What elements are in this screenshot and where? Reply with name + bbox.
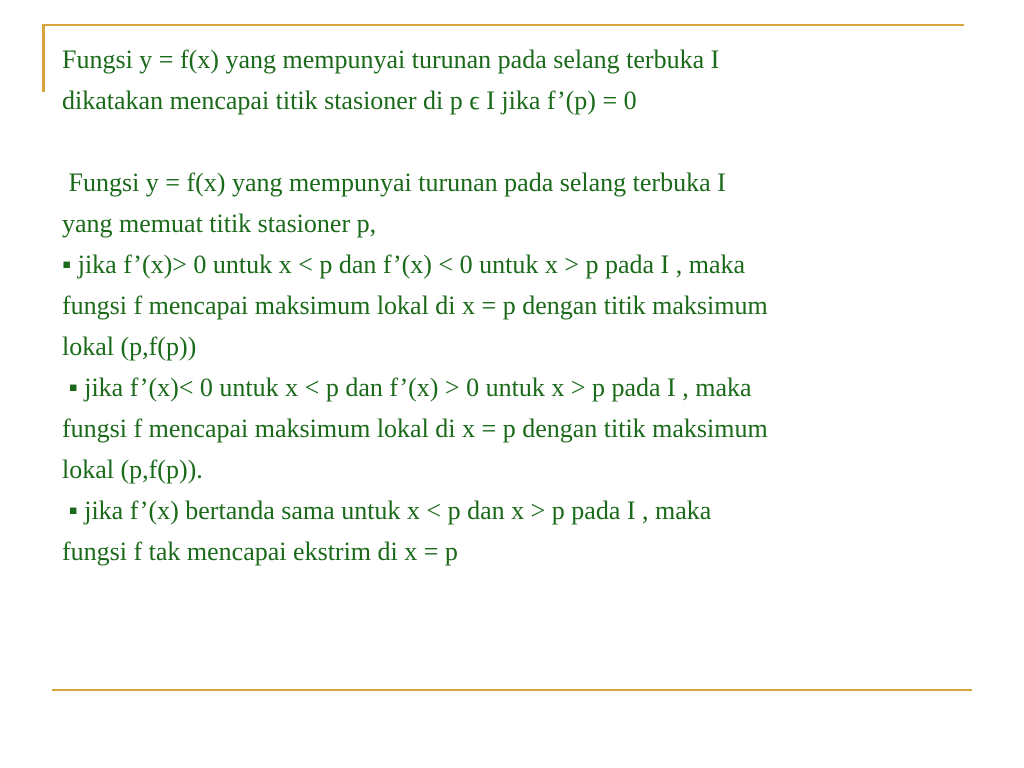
definition-paragraph xyxy=(62,39,982,121)
text-line: dikatakan mencapai titik stasioner di p ϵ I jika f’(p) = 0 xyxy=(62,86,637,115)
text-line: fungsi f tak mencapai ekstrim di x = p xyxy=(62,537,458,566)
left-rule xyxy=(42,24,45,92)
top-rule xyxy=(45,24,964,26)
bottom-rule xyxy=(52,689,972,691)
theorem-paragraph xyxy=(62,162,982,572)
bullet-line: ▪ jika f’(x)> 0 untuk x < p dan f’(x) < 0 untuk x > p pada I , maka xyxy=(62,250,746,279)
text-line: fungsi f mencapai maksimum lokal di x = p dengan titik maksimum xyxy=(62,414,768,443)
text-line: Fungsi y = f(x) yang mempunyai turunan pada selang terbuka I xyxy=(62,168,726,197)
paragraph-gap xyxy=(62,121,982,162)
text-line: Fungsi y = f(x) yang mempunyai turunan pada selang terbuka I xyxy=(62,45,720,74)
slide-body xyxy=(62,39,982,572)
text-line: lokal (p,f(p)). xyxy=(62,455,203,484)
text-line: yang memuat titik stasioner p, xyxy=(62,209,377,238)
bullet-line: ▪ jika f’(x)< 0 untuk x < p dan f’(x) > 0 untuk x > p pada I , maka xyxy=(62,373,752,402)
text-line: lokal (p,f(p)) xyxy=(62,332,197,361)
bullet-line: ▪ jika f’(x) bertanda sama untuk x < p dan x > p pada I , maka xyxy=(62,496,712,525)
text-line: fungsi f mencapai maksimum lokal di x = p dengan titik maksimum xyxy=(62,291,768,320)
